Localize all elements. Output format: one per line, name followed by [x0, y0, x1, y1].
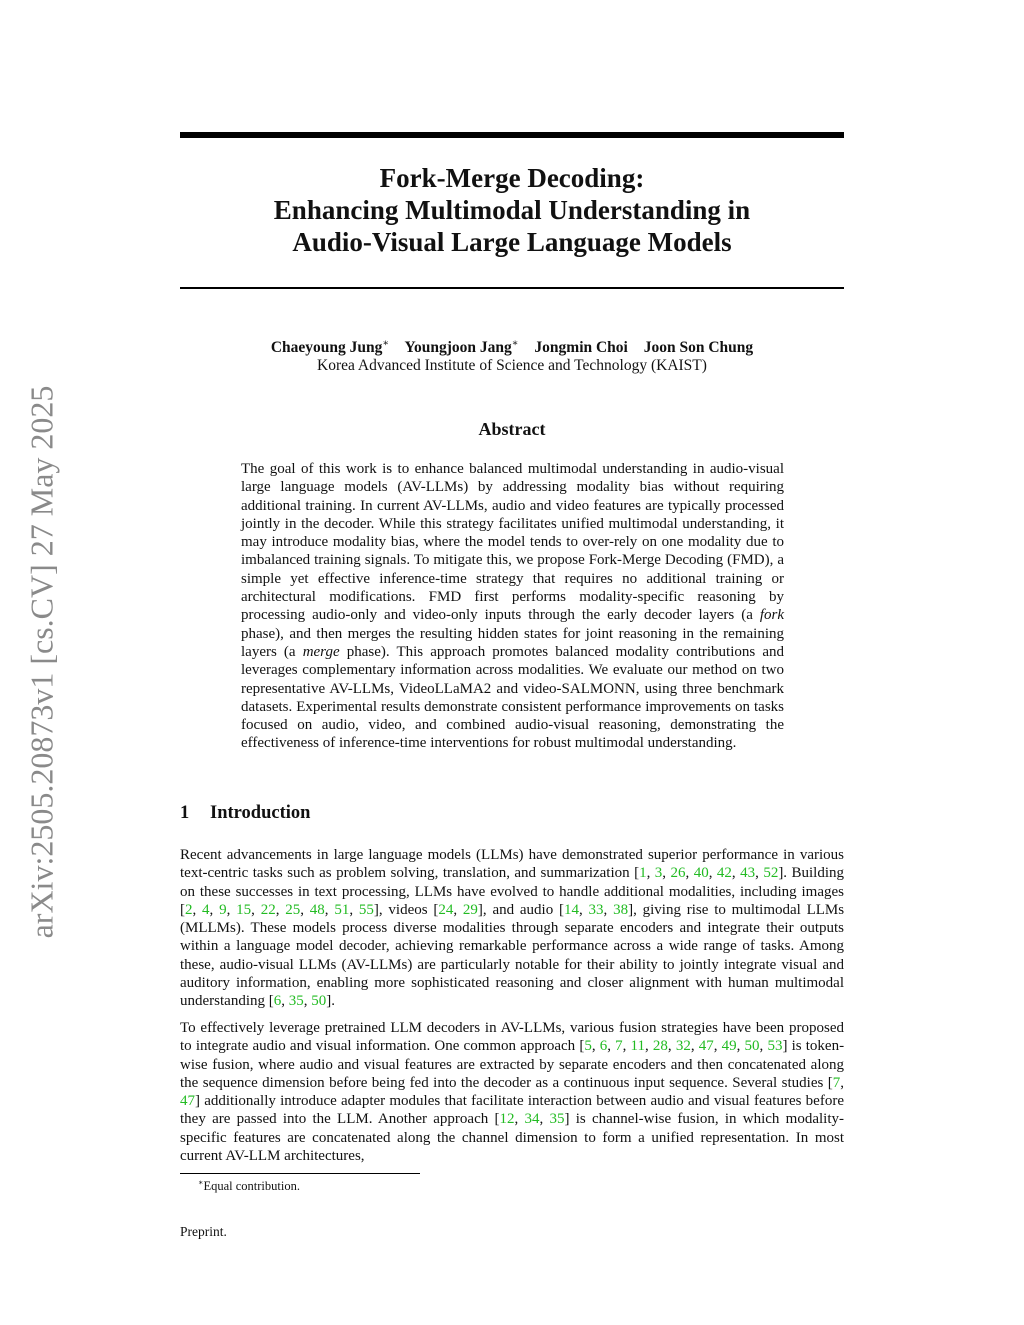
citation-link[interactable]: 9 — [219, 901, 227, 918]
citation-link[interactable]: 3 — [654, 865, 663, 882]
text-run: Recent advancements in large language models (LLMs) have demonstrated superior performance in various text-centric tasks such as problem solving, translation, and summarization [ — [180, 847, 844, 882]
footnote — [198, 1178, 300, 1194]
preprint-label: Preprint. — [180, 1224, 227, 1239]
text-run: , — [622, 1038, 631, 1055]
citation-link[interactable]: 42 — [716, 865, 732, 882]
citation-link[interactable]: 35 — [288, 993, 304, 1010]
body-paragraph — [180, 1019, 844, 1165]
citation-link[interactable]: 1 — [639, 865, 647, 882]
abstract-heading: Abstract — [478, 419, 546, 439]
citation-link[interactable]: 22 — [260, 901, 276, 918]
text-run: phase). This approach promotes balanced modality contributions and leverages complementary information across modalities. We evaluate our method on two representative AV-LLMs, VideoLLaMA2 and video-SALMONN, using three benchmark datasets. Experimental results demonstrate consistent performance improvements on tasks focused on audio, video, and combined audio-visual reasoning, demonstrating the effectiveness of inference-time interventions for robust multimodal understanding. — [241, 643, 784, 752]
text-run: ]. — [326, 993, 335, 1010]
text-run: , — [840, 1074, 844, 1091]
paper-title — [180, 162, 844, 258]
citation-link[interactable]: 52 — [763, 865, 779, 882]
citation-link[interactable]: 43 — [740, 865, 756, 882]
section-number: 1 — [180, 803, 190, 823]
footnote-mark: ∗ — [198, 1178, 204, 1187]
text-run: ] additionally introduce adapter modules that facilitate interaction between audio and visual features before they are passed into the LLM. Another approach [ — [180, 1093, 844, 1128]
citation-link[interactable]: 34 — [524, 1111, 540, 1128]
citation-link[interactable]: 33 — [588, 901, 604, 918]
arxiv-identifier: arXiv:2505.20873v1 [cs.CV] 27 May 2025 — [23, 385, 60, 939]
text-run: ] is token-wise fusion, where audio and visual features are extracted by separate encoders and then concatenated along the sequence dimension before being fed into the decoder as a continuous input sequence. Several studies [ — [180, 1038, 845, 1091]
citation-link[interactable]: 38 — [613, 901, 629, 918]
text-run: ]. Building on these successes in text processing, LLMs have evolved to handle additional modalities, including images [ — [180, 865, 845, 918]
citation-link[interactable]: 4 — [202, 901, 210, 918]
author-name: Youngjoon Jang — [404, 339, 512, 357]
section-heading — [180, 803, 310, 824]
text-run: , — [645, 1038, 653, 1055]
text-run: , — [281, 993, 289, 1010]
text-run: , — [662, 865, 671, 882]
author-block — [180, 335, 844, 375]
text-run: , — [192, 901, 203, 918]
citation-link[interactable]: 6 — [273, 993, 282, 1010]
text-run: ], giving rise to multimodal LLMs (MLLMs). These models process diverse modalities through separate encoders and integrate their outputs within a language model decoder, achieving remarkable performance across a wide range of tasks. Among these, audio-visual LLMs (AV-LLMs) are particularly notable for their ability to jointly integrate visual and auditory information, enabling more sophisticated reasoning and closer alignment with human multimodal understanding [ — [180, 901, 845, 1010]
body-paragraph — [180, 846, 844, 1011]
section-title: Introduction — [210, 803, 311, 823]
citation-link[interactable]: 53 — [767, 1038, 783, 1055]
text-run: , — [685, 865, 694, 882]
title-line: Audio-Visual Large Language Models — [292, 227, 732, 257]
citation-link[interactable]: 7 — [615, 1038, 623, 1055]
citation-link[interactable]: 47 — [180, 1093, 195, 1110]
text-run: ], and audio [ — [477, 901, 564, 918]
text-run: , — [226, 901, 237, 918]
text-run: , — [646, 865, 655, 882]
italic-term: merge — [302, 643, 340, 660]
footnote-text: Equal contribution. — [203, 1179, 300, 1194]
text-run: , — [708, 865, 717, 882]
title-line: Enhancing Multimodal Understanding in — [273, 195, 751, 225]
citation-link[interactable]: 15 — [236, 901, 252, 918]
citation-link[interactable]: 48 — [309, 901, 325, 918]
citation-link[interactable]: 49 — [721, 1038, 737, 1055]
text-run: phase), and then merges the resulting hidden states for joint reasoning in the remaining layers (a — [241, 625, 784, 660]
text-run: , — [453, 901, 463, 918]
text-run: , — [579, 901, 589, 918]
citation-link[interactable]: 11 — [630, 1038, 645, 1055]
title-bottom-rule — [180, 287, 844, 289]
text-run: , — [539, 1111, 550, 1128]
text-run: , — [251, 901, 261, 918]
citation-link[interactable]: 40 — [693, 865, 709, 882]
citation-link[interactable]: 51 — [334, 901, 350, 918]
citation-link[interactable]: 2 — [185, 901, 193, 918]
citation-link[interactable]: 7 — [832, 1074, 841, 1091]
text-run: , — [324, 901, 335, 918]
text-run: , — [607, 1038, 616, 1055]
citation-link[interactable]: 55 — [358, 901, 374, 918]
equal-contribution-mark: ∗ — [511, 338, 519, 349]
citation-link[interactable]: 28 — [652, 1038, 668, 1055]
citation-link[interactable]: 5 — [584, 1038, 592, 1055]
citation-link[interactable]: 12 — [499, 1111, 515, 1128]
text-run: To effectively leverage pretrained LLM decoders in AV-LLMs, various fusion strategies have been proposed to integrate audio and visual information. One common approach [ — [180, 1020, 844, 1055]
citation-link[interactable]: 6 — [599, 1038, 608, 1055]
abstract-text — [241, 460, 784, 753]
author-name: Jongmin Choi — [534, 339, 628, 357]
citation-link[interactable]: 47 — [698, 1038, 714, 1055]
citation-link[interactable]: 50 — [311, 993, 327, 1010]
text-run: , — [209, 901, 220, 918]
text-run: , — [514, 1111, 525, 1128]
citation-link[interactable]: 35 — [549, 1111, 565, 1128]
text-run: , — [275, 901, 286, 918]
citation-link[interactable]: 14 — [564, 901, 579, 918]
citation-link[interactable]: 24 — [438, 901, 454, 918]
citation-link[interactable]: 26 — [670, 865, 686, 882]
text-run: , — [755, 865, 764, 882]
text-run: , — [603, 901, 614, 918]
text-run: , — [591, 1038, 600, 1055]
text-run: , — [300, 901, 310, 918]
text-run: , — [349, 901, 359, 918]
affiliation: Korea Advanced Institute of Science and Technology (KAIST) — [317, 357, 707, 375]
text-run: , — [690, 1038, 699, 1055]
equal-contribution-mark: ∗ — [382, 338, 390, 349]
text-run: , — [303, 993, 312, 1010]
text-run: , — [736, 1038, 745, 1055]
title-top-rule — [180, 132, 844, 138]
text-run: ] is channel-wise fusion, in which modality-specific features are concatenated along the channel dimension to form a unified representation. In most current AV-LLM architectures, — [180, 1111, 845, 1165]
title-line: Fork-Merge Decoding: — [379, 163, 645, 193]
text-run: , — [731, 865, 741, 882]
italic-term: fork — [759, 607, 784, 624]
author-name: Chaeyoung Jung — [270, 339, 383, 357]
author-name: Joon Son Chung — [643, 339, 754, 357]
citation-link[interactable]: 29 — [462, 901, 478, 918]
text-run: ], videos [ — [373, 901, 439, 918]
citation-link[interactable]: 32 — [675, 1038, 691, 1055]
text-run: , — [667, 1038, 676, 1055]
citation-link[interactable]: 50 — [744, 1038, 760, 1055]
author-list — [180, 335, 844, 357]
text-run: The goal of this work is to enhance balanced multimodal understanding in audio-visual large language models (AV-LLMs) by addressing modality bias without requiring additional training. In current AV-LLMs, audio and video features are typically processed jointly in the decoder. While this strategy facilitates unified multimodal understanding, it may introduce modality bias, where the model tends to over-rely on one modality due to imbalanced training signals. To mitigate this, we propose Fork-Merge Decoding (FMD), a simple yet effective inference-time strategy that requires no additional training or architectural modifications. FMD first performs modality-specific reasoning by processing audio-only and video-only inputs through the early decoder layers (a — [241, 461, 784, 624]
footnote-rule — [180, 1173, 420, 1174]
citation-link[interactable]: 25 — [285, 901, 301, 918]
text-run: , — [759, 1038, 768, 1055]
text-run: , — [713, 1038, 722, 1055]
